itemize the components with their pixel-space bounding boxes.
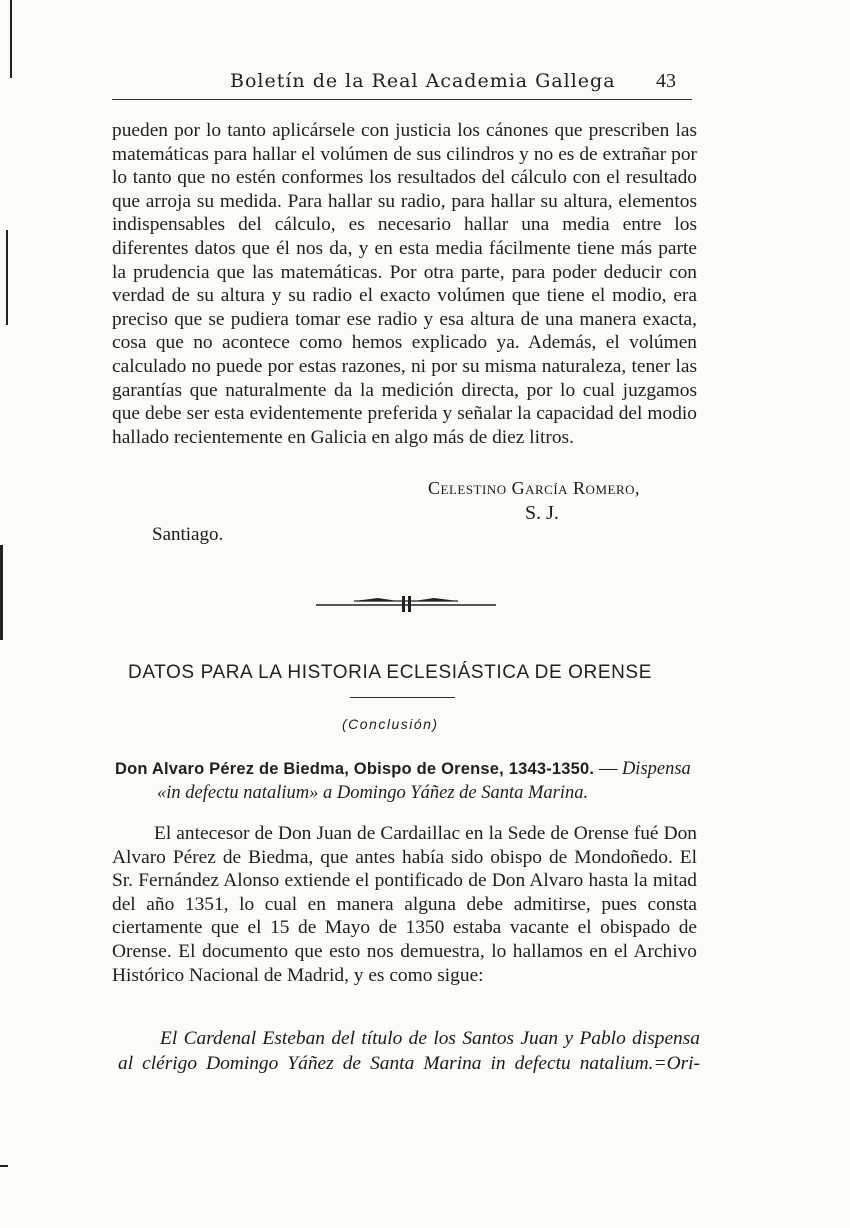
previous-article-paragraph: pueden por lo tanto aplicársele con justicia los cánones que prescriben las matemáticas para hallar el volúmen de sus cilindros y no es de extrañar por lo tanto que no estén conformes los resultados del cálculo con el resultado que arroja su medida. Para hallar su radio, para hallar su altura, elementos indispensables del cálculo, es necesario hallar una media entre los diferentes datos que él nos da, y en esta media fácilmente tiene más parte la prudencia que las matemáticas. Por otra parte, para poder deducir con verdad de su altura y su radio el exacto volúmen que tiene el modio, era preciso que se pudiera tomar ese radio y esa altura de una manera exacta, cosa que no acontece como hemos explicado ya. Además, el volúmen calculado no puede por estas razones, ni por su misma naturaleza, tener las garantías que naturalmente da la medición directa, por lo cual juzgamos que debe ser esta evidentemente preferida y señalar la capacidad del modio hallado recientemente en Galicia en algo más de diez litros.	[112, 120, 697, 448]
running-head	[112, 70, 692, 100]
entry-heading-block	[115, 757, 700, 805]
journal-title: Boletín de la Real Academia Gallega	[230, 70, 616, 92]
author-order: S. J.	[525, 502, 559, 524]
author-signature: Celestino García Romero,	[428, 478, 641, 498]
entry-body-text	[112, 822, 697, 987]
section-divider-ornament	[314, 594, 498, 614]
section-title: DATOS PARA LA HISTORIA ECLESIÁSTICA DE ORENSE	[128, 662, 652, 683]
place-line: Santiago.	[152, 524, 224, 545]
entry-heading: Don Alvaro Pérez de Biedma, Obispo de Orense, 1343-1350.	[115, 760, 595, 778]
title-rule	[350, 697, 455, 698]
page-number: 43	[656, 70, 676, 92]
document-summary-quote: El Cardenal Esteban del título de los Santos Juan y Pablo dispensa al clérigo Domingo Yáñez de Santa Marina in defectu natalium.=Ori-	[118, 1028, 700, 1074]
header-rule	[112, 99, 692, 100]
entry-dash: —	[594, 759, 622, 779]
entry-summary-line2: «in defectu natalium» a Domingo Yáñez de Santa Marina.	[157, 783, 589, 803]
scan-edge-mark	[0, 1165, 8, 1167]
previous-article-text	[112, 119, 697, 449]
entry-summary-line1: Dispensa	[621, 759, 691, 779]
scan-edge-mark	[10, 0, 12, 78]
entry-body-paragraph: El antecesor de Don Juan de Cardaillac en la Sede de Orense fué Don Alvaro Pérez de Biedma, que antes había sido obispo de Mondoñedo. El Sr. Fernández Alonso extiende el pontificado de Don Alvaro hasta la mitad del año 1351, lo cual en manera alguna debe admitirse, pues consta ciertamente que el 15 de Mayo de 1350 estaba vacante el obispado de Orense. El documento que esto nos demuestra, lo hallamos en el Archivo Histórico Nacional de Madrid, y es como sigue:	[112, 823, 697, 986]
section-subtitle: (Conclusión)	[342, 716, 439, 732]
scan-edge-mark	[0, 545, 3, 640]
scan-edge-mark	[6, 230, 8, 325]
